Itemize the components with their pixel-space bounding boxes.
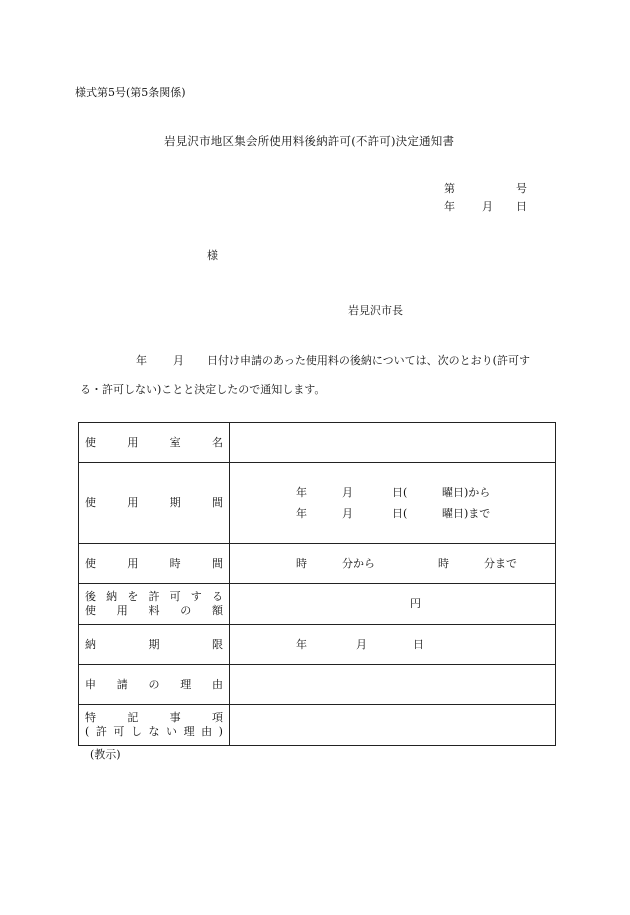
footnote-instruction: (教示) [90,748,121,761]
issue-date-year: 年 [444,200,455,213]
table-row-deadline [79,625,556,665]
reason-label: 申 請 の 理 由 [79,665,230,705]
reason-value[interactable] [230,665,556,705]
document-title: 岩見沢市地区集会所使用料後納許可(不許可)決定通知書 [164,134,455,148]
document-number-suffix: 号 [516,182,527,195]
document-number-prefix: 第 [444,182,455,195]
table-row-reason [79,665,556,705]
addressee-honorific: 様 [207,249,218,262]
period-value[interactable]: 年 月 日( 曜日)から 年 月 日( 曜日)まで [230,463,556,544]
issuer: 岩見沢市長 [348,304,403,317]
issue-date-day: 日 [516,200,527,213]
notes-label: 特 記 事 項 ( 許 可 し な い 理 由 ) [79,705,230,746]
fee-value[interactable]: 円 [230,584,556,625]
body-text-rest: 日付け申請のあった使用料の後納については、次のとおり(許可す [207,354,530,367]
form-number: 様式第5号(第5条関係) [75,86,186,99]
table-row-time [79,544,556,584]
table-row-fee [79,584,556,625]
period-label: 使 用 期 間 [79,463,230,544]
room-value[interactable] [230,423,556,463]
time-label: 使 用 時 間 [79,544,230,584]
fee-label: 後 納 を 許 可 す る 使 用 料 の 額 [79,584,230,625]
body-year: 年 [136,354,147,367]
info-table [78,422,556,746]
table-row-room [79,423,556,463]
table-row-period [79,463,556,544]
room-label: 使 用 室 名 [79,423,230,463]
body-text-line-2: る・許可しない)ことと決定したので通知します。 [80,383,326,396]
deadline-label: 納 期 限 [79,625,230,665]
issue-date-month: 月 [482,200,493,213]
time-value[interactable]: 時 分から 時 分まで [230,544,556,584]
notes-value[interactable] [230,705,556,746]
body-month: 月 [173,354,184,367]
table-row-notes [79,705,556,746]
deadline-value[interactable]: 年 月 日 [230,625,556,665]
